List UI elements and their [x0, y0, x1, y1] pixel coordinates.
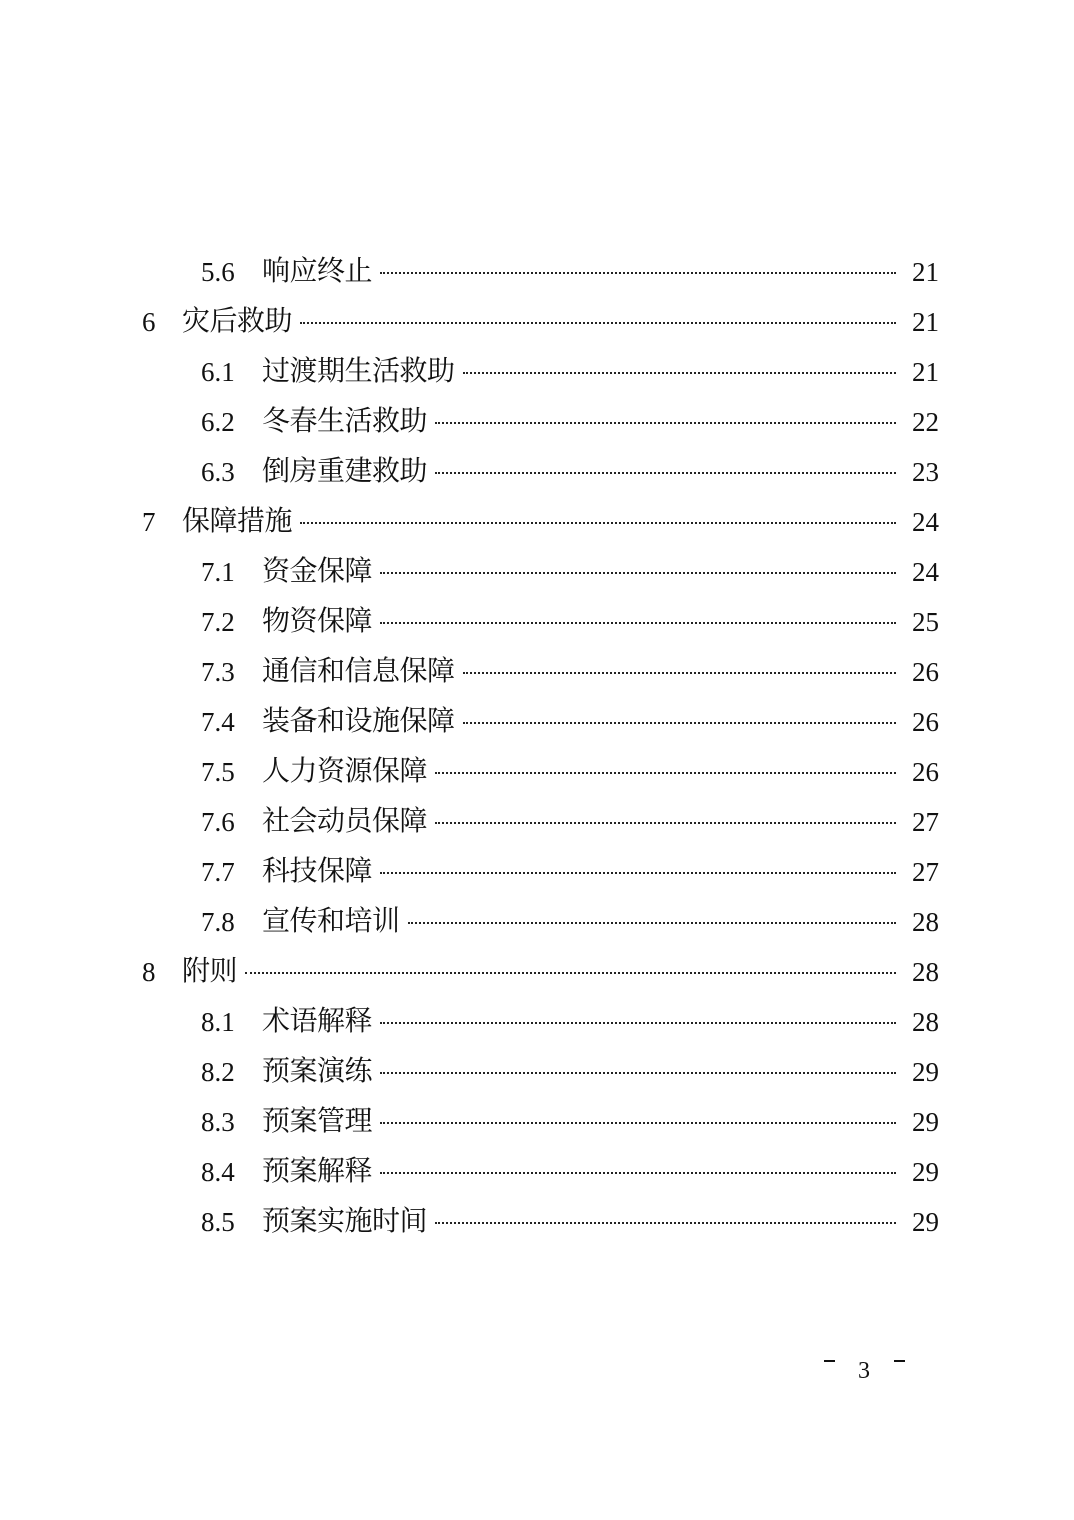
- toc-section-entry[interactable]: [0, 747, 1074, 797]
- toc-section-entry[interactable]: [0, 1197, 1074, 1247]
- toc-entry-leader-row: [182, 952, 896, 990]
- dot-leader: [435, 772, 896, 774]
- toc-section-entry[interactable]: [0, 347, 1074, 397]
- toc-entry-number: 7.8: [201, 907, 235, 937]
- toc-section-entry[interactable]: [0, 797, 1074, 847]
- toc-entry-leader-row: [262, 752, 896, 790]
- toc-entry-number: 5.6: [201, 257, 235, 287]
- toc-section-entry[interactable]: [0, 397, 1074, 447]
- toc-entry-page: 29: [912, 1207, 939, 1237]
- toc-entry-leader-row: [262, 602, 896, 640]
- toc-section-entry[interactable]: [0, 647, 1074, 697]
- dot-leader: [380, 1172, 896, 1174]
- toc-entry-leader-row: [262, 402, 896, 440]
- toc-entry-page: 26: [912, 757, 939, 787]
- toc-entry-title: 响应终止: [262, 254, 373, 287]
- toc-entry-page: 26: [912, 657, 939, 687]
- toc-entry-number: 8: [142, 957, 156, 987]
- toc-entry-title: 术语解释: [262, 1004, 373, 1037]
- toc-entry-number: 8.3: [201, 1107, 235, 1137]
- dot-leader: [435, 422, 896, 424]
- toc-entry-number: 7.5: [201, 757, 235, 787]
- toc-entry-title: 附则: [182, 954, 238, 987]
- toc-entry-title: 宣传和培训: [262, 904, 400, 937]
- toc-entry-page: 26: [912, 707, 939, 737]
- toc-entry-title: 装备和设施保障: [262, 704, 455, 737]
- toc-section-entry[interactable]: [0, 897, 1074, 947]
- toc-entry-title: 预案演练: [262, 1054, 373, 1087]
- toc-entry-number: 8.1: [201, 1007, 235, 1037]
- dot-leader: [463, 722, 896, 724]
- toc-entry-leader-row: [262, 252, 896, 290]
- toc-entry-page: 29: [912, 1057, 939, 1087]
- toc-chapter-entry[interactable]: [0, 497, 1074, 547]
- toc-entry-title: 倒房重建救助: [262, 454, 428, 487]
- toc-section-entry[interactable]: [0, 247, 1074, 297]
- dot-leader: [408, 922, 896, 924]
- dot-leader: [380, 872, 896, 874]
- toc-section-entry[interactable]: [0, 847, 1074, 897]
- toc-entry-leader-row: [262, 452, 896, 490]
- dot-leader: [435, 822, 896, 824]
- toc-entry-title: 人力资源保障: [262, 754, 428, 787]
- page-number: 3: [858, 1358, 870, 1384]
- page-footer: [818, 1352, 910, 1392]
- toc-entry-title: 过渡期生活救助: [262, 354, 455, 387]
- dot-leader: [380, 272, 896, 274]
- toc-entry-leader-row: [262, 1202, 896, 1240]
- toc-entry-page: 27: [912, 807, 939, 837]
- toc-section-entry[interactable]: [0, 697, 1074, 747]
- dot-leader: [245, 972, 896, 974]
- toc-section-entry[interactable]: [0, 547, 1074, 597]
- toc-entry-leader-row: [262, 902, 896, 940]
- toc-entry-number: 8.4: [201, 1157, 235, 1187]
- toc-entry-title: 冬春生活救助: [262, 404, 428, 437]
- toc-entry-leader-row: [262, 802, 896, 840]
- toc-entry-title: 物资保障: [262, 604, 373, 637]
- toc-section-entry[interactable]: [0, 1097, 1074, 1147]
- toc-chapter-entry[interactable]: [0, 297, 1074, 347]
- toc-section-entry[interactable]: [0, 1147, 1074, 1197]
- toc-entry-leader-row: [182, 502, 896, 540]
- toc-entry-leader-row: [262, 1002, 896, 1040]
- toc-entry-number: 7: [142, 507, 156, 537]
- dot-leader: [380, 1072, 896, 1074]
- dot-leader: [463, 372, 896, 374]
- toc-entry-page: 29: [912, 1107, 939, 1137]
- toc-entry-leader-row: [262, 1102, 896, 1140]
- toc-entry-page: 27: [912, 857, 939, 887]
- toc-entry-page: 25: [912, 607, 939, 637]
- toc-entry-number: 8.5: [201, 1207, 235, 1237]
- dot-leader: [435, 472, 896, 474]
- toc-entry-page: 21: [912, 357, 939, 387]
- toc-entry-number: 7.2: [201, 607, 235, 637]
- toc-entry-page: 22: [912, 407, 939, 437]
- toc-entry-leader-row: [262, 652, 896, 690]
- toc-entry-number: 7.4: [201, 707, 235, 737]
- toc-entry-title: 灾后救助: [182, 304, 293, 337]
- toc-entry-leader-row: [182, 302, 896, 340]
- toc-entry-number: 6.2: [201, 407, 235, 437]
- toc-entry-leader-row: [262, 1052, 896, 1090]
- toc-entry-page: 29: [912, 1157, 939, 1187]
- toc-entry-leader-row: [262, 852, 896, 890]
- dot-leader: [380, 1122, 896, 1124]
- footer-dash-right: [894, 1360, 905, 1362]
- dot-leader: [380, 572, 896, 574]
- toc-entry-number: 6.3: [201, 457, 235, 487]
- toc-entry-title: 通信和信息保障: [262, 654, 455, 687]
- toc-entry-page: 21: [912, 307, 939, 337]
- toc-entry-leader-row: [262, 702, 896, 740]
- dot-leader: [300, 522, 896, 524]
- toc-entry-page: 28: [912, 1007, 939, 1037]
- toc-entry-number: 7.7: [201, 857, 235, 887]
- toc-section-entry[interactable]: [0, 597, 1074, 647]
- toc-chapter-entry[interactable]: [0, 947, 1074, 997]
- dot-leader: [300, 322, 896, 324]
- toc-entry-title: 科技保障: [262, 854, 373, 887]
- toc-section-entry[interactable]: [0, 1047, 1074, 1097]
- dot-leader: [435, 1222, 896, 1224]
- toc-entry-number: 6: [142, 307, 156, 337]
- toc-entry-page: 28: [912, 907, 939, 937]
- toc-entry-page: 21: [912, 257, 939, 287]
- toc-entry-number: 6.1: [201, 357, 235, 387]
- toc-section-entry[interactable]: [0, 997, 1074, 1047]
- toc-entry-page: 24: [912, 507, 939, 537]
- toc-entry-title: 社会动员保障: [262, 804, 428, 837]
- toc-entry-page: 23: [912, 457, 939, 487]
- dot-leader: [380, 622, 896, 624]
- toc-entry-leader-row: [262, 352, 896, 390]
- toc-entry-number: 7.6: [201, 807, 235, 837]
- toc-entry-number: 7.3: [201, 657, 235, 687]
- toc-entry-page: 28: [912, 957, 939, 987]
- toc-entry-leader-row: [262, 1152, 896, 1190]
- dot-leader: [463, 672, 896, 674]
- toc-entry-number: 7.1: [201, 557, 235, 587]
- toc-entry-page: 24: [912, 557, 939, 587]
- table-of-contents: [0, 247, 1074, 1247]
- toc-entry-leader-row: [262, 552, 896, 590]
- dot-leader: [380, 1022, 896, 1024]
- toc-entry-number: 8.2: [201, 1057, 235, 1087]
- toc-entry-title: 预案解释: [262, 1154, 373, 1187]
- toc-entry-title: 资金保障: [262, 554, 373, 587]
- toc-entry-title: 保障措施: [182, 504, 293, 537]
- toc-entry-title: 预案管理: [262, 1104, 373, 1137]
- toc-section-entry[interactable]: [0, 447, 1074, 497]
- toc-entry-title: 预案实施时间: [262, 1204, 428, 1237]
